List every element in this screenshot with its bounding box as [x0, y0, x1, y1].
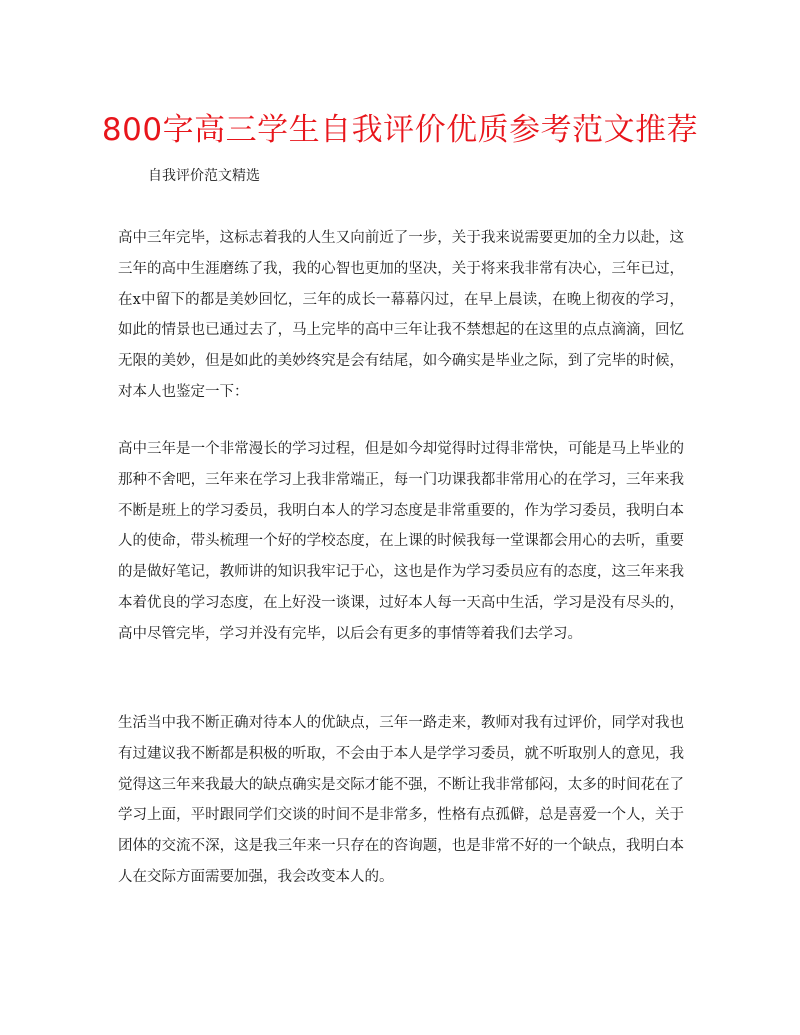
paragraph-3: 生活当中我不断正确对待本人的优缺点，三年一路走来，教师对我有过评价，同学对我也有过建议我不断都是积极的听取，不会由于本人是学学习委员，就不听取别人的意见，我觉得这三年来我最大的缺点确实是交际才能不强，不断让我非常郁闷，太多的时间花在了学习上面，平时跟同学们交谈的时间不是非常多，性格有点孤僻，总是喜爱一个人，关于团体的交流不深，这是我三年来一只存在的咨询题，也是非常不好的一个缺点，我明白本人在交际方面需要加强，我会改变本人的。: [118, 715, 684, 885]
document-subtitle: 自我评价范文精选: [148, 168, 260, 184]
paragraph-2: 高中三年是一个非常漫长的学习过程，但是如今却觉得时过得非常快，可能是马上毕业的那种不舍吧，三年来在学习上我非常端正，每一门功课我都非常用心的在学习，三年来我不断是班上的学习委员，我明白本人的学习态度是非常重要的，作为学习委员，我明白本人的使命，带头梳理一个好的学校态度，在上课的时候我每一堂课都会用心的去听，重要的是做好笔记，教师讲的知识我牢记于心，这也是作为学习委员应有的态度，这三年来我本着优良的学习态度，在上好没一谈课，过好本人每一天高中生活，学习是没有尽头的，高中尽管完毕，学习并没有完毕，以后会有更多的事情等着我们去学习。: [118, 441, 684, 642]
paragraph-1: 高中三年完毕，这标志着我的人生又向前近了一步，关于我来说需要更加的全力以赴，这三年的高中生涯磨练了我，我的心智也更加的坚决，关于将来我非常有决心，三年已过，在x中留下的都是美妙回忆，三年的成长一幕幕闪过，在早上晨读，在晚上彻夜的学习，如此的情景也已通过去了，马上完毕的高中三年让我不禁想起的在这里的点点滴滴，回忆无限的美妙，但是如此的美妙终究是会有结尾，如今确实是毕业之际，到了完毕的时候，对本人也鉴定一下：: [118, 230, 684, 400]
document-title: 800字高三学生自我评价优质参考范文推荐: [101, 112, 699, 148]
